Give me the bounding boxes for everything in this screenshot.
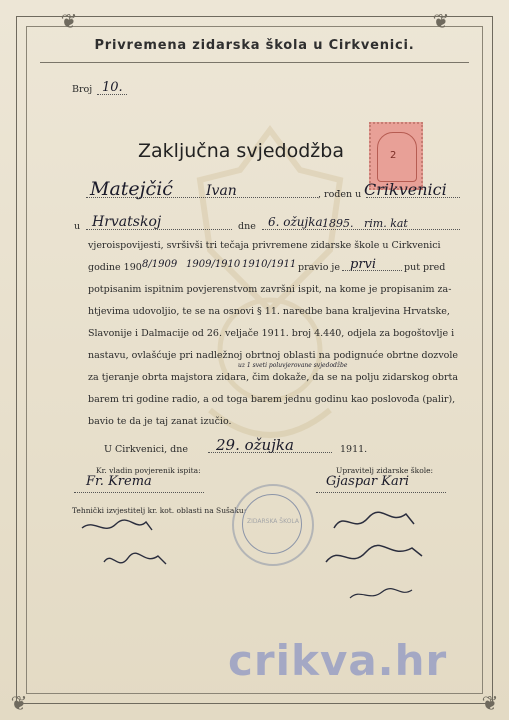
school-year-2: 1909/1910	[186, 259, 241, 270]
school-year-1: 8/1909	[142, 259, 178, 270]
body-line-8: barem tri godine radio, a od toga barem jednu godinu kao poslovođa (palir),	[88, 394, 456, 405]
commissioner-title: Kr. vladin povjerenik ispita:	[96, 466, 201, 475]
closing-date: 29. ožujka	[216, 436, 294, 454]
school-year-3: 1910/1911	[242, 259, 297, 270]
headmaster-signature: Gjaspar Kari	[326, 474, 410, 489]
corner-ornament-icon: ❦	[432, 9, 450, 33]
birthplace-field: Crikvenici	[364, 180, 447, 199]
closing-year: 1911.	[340, 444, 368, 455]
broj-label: Broj	[72, 84, 93, 95]
body-line-7: za tjeranje obrta majstora zidara, čim dokaže, da se na polju zidarskog obrta	[88, 372, 459, 383]
region-field: Hrvatskoj	[92, 214, 162, 230]
body-line-2-mid: pravio je	[298, 262, 340, 273]
body-line-2-start: godine 190	[88, 262, 142, 273]
crikva-watermark: crikva.hr	[228, 636, 448, 685]
right-side-signatures	[320, 504, 450, 604]
body-line-2-end: put pred	[404, 262, 446, 273]
seal-text: ZIDARSKA ŠKOLA	[246, 518, 300, 525]
religion-field: rim. kat	[364, 217, 408, 230]
stamp-value: 2	[390, 150, 397, 161]
body-line-3: potpisanim ispitnim povjerenstvom završni ispit, na kome je propisanim za-	[88, 284, 452, 295]
header-divider	[40, 62, 469, 63]
body-line-5: Slavonije i Dalmacije od 26. veljače 1911. broj 4.440, odjela za bogoštovlje i	[88, 328, 455, 339]
commissioner-sign-line	[74, 492, 204, 493]
school-header: Privremena zidarska škola u Cirkvenici.	[94, 38, 415, 53]
headmaster-title: Upravitelj zidarske škole:	[336, 466, 434, 475]
corner-ornament-icon: ❦	[10, 691, 28, 715]
closing-place: U Cirkvenici, dne	[104, 444, 188, 455]
body-line-6: nastavu, ovlašćuje pri nadležnoj obrtnoj oblasti na podignuće obrtne dozvole	[88, 350, 459, 361]
commissioner-signature: Fr. Krema	[86, 474, 152, 489]
technical-reporter-label: Tehnički izvjestitelj kr. kot. oblasti na Sušaku:	[72, 506, 247, 515]
roden-label: , rođen u	[318, 189, 362, 200]
stamp-frame	[377, 132, 417, 182]
handwritten-insertion: uz 1 sveti poluvjerovane svjedodžbe	[238, 362, 348, 369]
broj-value: 10.	[102, 80, 123, 95]
body-line-9: bavio te da je taj zanat izučio.	[88, 416, 232, 427]
surname-field: Matejčić	[90, 178, 173, 200]
corner-ornament-icon: ❦	[60, 9, 78, 33]
corner-ornament-icon: ❦	[481, 691, 499, 715]
birthyear-field: 1895.	[322, 217, 354, 230]
birthdate-field: 6. ožujka	[268, 215, 323, 229]
document-title: Zaključna svjedodžba	[138, 140, 344, 162]
dne-label: dne	[238, 221, 256, 232]
technical-reporter-signatures	[74, 514, 204, 582]
headmaster-sign-line	[316, 492, 446, 493]
body-line-4: htjevima udovoljio, te se na osnovi § 11. naredbe bana kraljevina Hrvatske,	[88, 306, 450, 317]
seal-inner-ring	[242, 494, 302, 554]
u-label: u	[74, 221, 81, 232]
body-line-1: vjeroispovijesti, svršivši tri tečaja privremene zidarske škole u Cirkvenici	[88, 240, 441, 251]
birthdate-line	[262, 229, 460, 230]
grade-field: prvi	[350, 257, 377, 272]
name-field: Ivan	[206, 183, 237, 199]
